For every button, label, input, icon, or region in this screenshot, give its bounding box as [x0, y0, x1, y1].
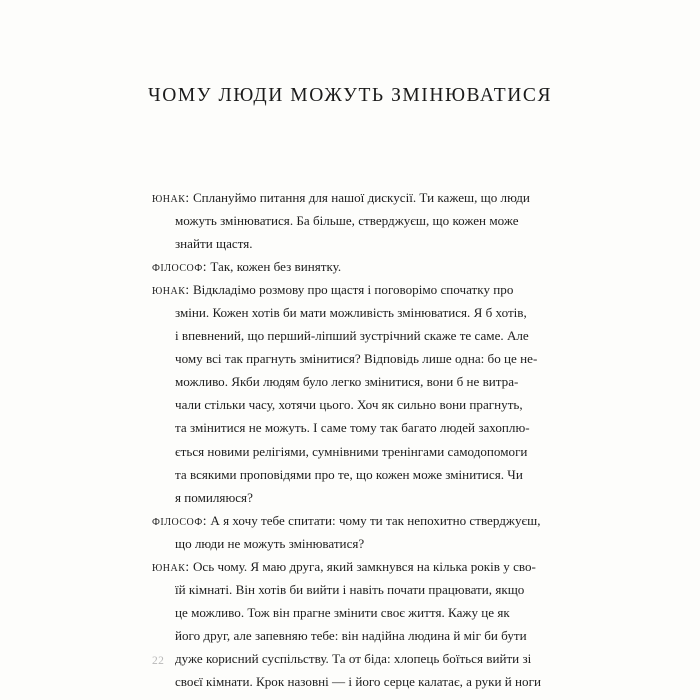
- text-line: філософ: Так, кожен без винятку.: [152, 259, 342, 275]
- speaker-label: філософ:: [152, 512, 208, 528]
- text-line: юнак: Відкладімо розмову про щастя і поговорімо спочатку про: [152, 282, 514, 298]
- text-line: що люди не можуть змінюватися?: [175, 535, 365, 551]
- text-line: ється новими релігіями, сумнівними тренінгами самодопомоги: [175, 443, 528, 459]
- dialogue-body: [152, 186, 540, 693]
- text-line: можуть змінюватися. Ба більше, стверджуєш, що кожен може: [175, 213, 519, 229]
- text-line: юнак: Сплануймо питання для нашої дискусії. Ти кажеш, що люди: [152, 190, 530, 205]
- text-line: філософ: А я хочу тебе спитати: чому ти так непохитно стверджуєш,: [152, 512, 541, 528]
- page-number: 22: [152, 655, 165, 667]
- text-line: чому всі так прагнуть змінитися? Відповідь лише одна: бо це не-: [175, 351, 538, 367]
- dialogue-paragraph: [152, 255, 540, 278]
- speaker-label: юнак:: [152, 558, 190, 574]
- text-line: дуже корисний суспільству. Та от біда: хлопець боїться вийти зі: [175, 650, 532, 666]
- dialogue-paragraph: [152, 509, 540, 555]
- text-line: знайти щастя.: [175, 236, 253, 252]
- text-line: я помиляюся?: [175, 489, 253, 505]
- dialogue-paragraph: [152, 278, 540, 508]
- dialogue-paragraph: [152, 186, 540, 255]
- speaker-label: юнак:: [152, 282, 190, 298]
- text-line: його друг, але запевняю тебе: він надійна людина й міг би бути: [175, 627, 527, 643]
- speaker-label: юнак:: [152, 190, 190, 205]
- page-title: ЧОМУ ЛЮДИ МОЖУТЬ ЗМІНЮВАТИСЯ: [147, 85, 553, 107]
- text-line: і впевнений, що перший-ліпший зустрічний скаже те саме. Але: [175, 328, 529, 344]
- text-line: це можливо. Тож він прагне змінити своє життя. Кажу це як: [175, 604, 510, 620]
- text-line: можливо. Якби людям було легко змінитися, вони б не витра-: [175, 374, 519, 390]
- dialogue-paragraph: [152, 555, 540, 693]
- text-line: та змінитися не можуть. І саме тому так багато людей захоплю-: [175, 420, 530, 436]
- text-line: своєї кімнати. Крок назовні — і його серце калатає, а руки й ноги: [175, 673, 541, 689]
- text-line: юнак: Ось чому. Я маю друга, який замкнувся на кілька років у сво-: [152, 558, 536, 574]
- text-line: та всякими проповідями про те, що кожен може змінитися. Чи: [175, 466, 523, 482]
- text-line: зміни. Кожен хотів би мати можливість змінюватися. Я б хотів,: [175, 305, 527, 321]
- text-line: чали стільки часу, хотячи цього. Хоч як сильно вони прагнуть,: [175, 397, 523, 413]
- speaker-label: філософ:: [152, 259, 208, 275]
- text-line: їй кімнаті. Він хотів би вийти і навіть почати працювати, якщо: [175, 581, 525, 597]
